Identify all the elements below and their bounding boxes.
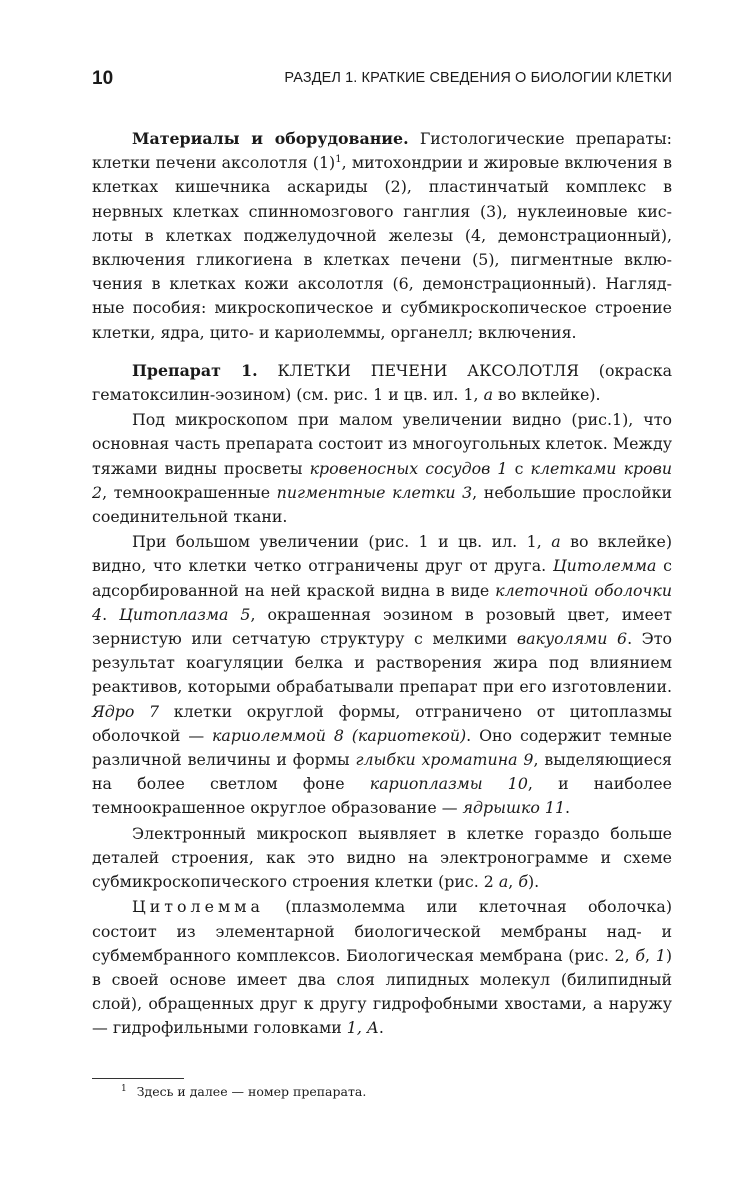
paragraph-materials: Материалы и оборудование. Гистологические препараты: клетки печени аксолотля $(1)^1$, митохондрии и жировые включения в клетках кишечника аскариды (2), пластинчатый комплекс в нервных клетках спинномозгового ганглия (3), нуклеиновые кислоты в клетках поджелудочной железы (4, демонстрационный), включения гликогиена в клетках печени (5), пигментные включения в клетках кожи аксолотля (6, демонстрационный). Наглядные пособия: микроскопическое и субмикроскопическое строение клетки, ядра, цито- и кариолеммы, органелл; включения. — [92, 129, 673, 342]
paragraph-preparation-title: Препарат 1. КЛЕТКИ ПЕЧЕНИ АКСОЛОТЛЯ (окраска гематоксилин-эозином) (см. рис. 1 и цв. ил. 1, а во вклейке). — [92, 360, 672, 405]
paragraph-low-magnification: Под микроскопом при малом увеличении видно (рис.1), что основная часть препарата состоит из многоугольных клеток. Между тяжами видны просветы кровеносных сосудов 1 с клетками крови 2, темноокрашенные пигментные клетки 3, небольшие прослойки соединительной ткани. — [92, 410, 673, 527]
spaced-term: Цитолемма — [132, 897, 264, 917]
body-text — [92, 127, 672, 1041]
footnote-ref: 1 — [335, 154, 342, 166]
footnote-text: Здесь и далее — номер препарата. — [136, 1084, 367, 1099]
paragraph-cytolemma: Цитолемма (плазмолемма или клеточная оболочка) состоит из элементарной биологической мембраны над- и субмембранного комплексов. Биологическая мембрана (рис. 2, б, 1) в своей основе имеет два слоя липидных молекул (билипидный слой), обращенных друг к другу гидрофобными хвостами, а наружу — гидрофильными головками 1, А. — [92, 897, 672, 1038]
page-header — [92, 68, 672, 98]
paragraph-electron-microscope: Электронный микроскоп выявляет в клетке гораздо больше деталей строения, как это видно на электронограмме и схеме субмикроскопического строения клетки (рис. 2 а, б). — [92, 823, 672, 892]
page-number: 10 — [92, 68, 114, 89]
bold-lead: Материалы и оборудование. — [132, 129, 409, 148]
paragraph-high-magnification: При большом увеличении (рис. 1 и цв. ил. 1, а во вклейке) видно, что клетки четко отграничены друг от друга. Цитолемма с адсорбированной на ней краской видна в виде клеточной оболочки 4. Цитоплазма 5, окрашенная эозином в розовый цвет, имеет зернистую или сетчатую структуру с мелкими вакуолями 6. Это результат коагуляции белка и растворения жира под влиянием реактивов, которыми обрабатывали препарат при его изготовлении. Ядро 7 клетки округлой формы, отграничено от цитоплазмы оболочкой — кариолеммой 8 (кариотекой). Оно содержит темные различной величины и формы глыбки хроматина 9, выделяющиеся на более светлом фоне кариоплазмы 10, и наиболее темноокрашенное округлое образование — ядрышко 11. — [92, 532, 673, 818]
running-head: РАЗДЕЛ 1. КРАТКИЕ СВЕДЕНИЯ О БИОЛОГИИ КЛЕТКИ — [284, 70, 672, 86]
footnote-mark: 1 — [121, 1084, 127, 1094]
bold-lead: Препарат 1. — [132, 360, 258, 380]
footnote-divider — [92, 1078, 184, 1079]
footnote — [121, 1084, 366, 1099]
